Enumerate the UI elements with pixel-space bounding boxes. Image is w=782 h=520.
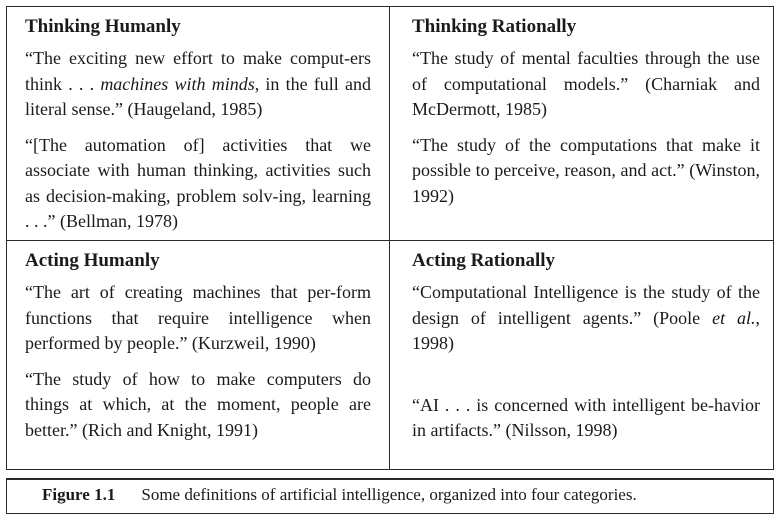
quadrant-thinking-humanly: [25, 16, 371, 235]
quote-text: “Computational Intelligence is the study of the design of intelligent agents.” (Poole: [412, 282, 760, 328]
row-divider: [6, 240, 774, 241]
quote-text: “The study of the computations that make it possible to perceive, reason, and act.” (Winston, 1992): [412, 134, 760, 206]
quote-emphasis: et al.: [712, 307, 756, 328]
quadrant-title: Thinking Humanly: [25, 16, 181, 37]
quadrant-acting-rationally: [412, 250, 760, 444]
quote-text: “The exciting new effort to make comput-ers think . . .: [25, 48, 371, 94]
quote-text: , in the full and literal sense.” (Haugeland, 1985): [25, 73, 371, 119]
quote-text: , 1998): [412, 307, 760, 353]
quadrant-title: Thinking Rationally: [412, 16, 577, 37]
quote-text: “The art of creating machines that per-form functions that require intelligence when performed by people.” (Kurzweil, 1990): [25, 282, 371, 353]
quadrant-acting-humanly: [25, 250, 371, 443]
quote: [25, 133, 371, 235]
quote: [25, 46, 371, 123]
quote-emphasis: machines with minds: [100, 73, 255, 94]
column-divider: [389, 6, 390, 470]
quadrant-title: Acting Rationally: [412, 250, 556, 271]
quote: [412, 46, 760, 123]
quote: [412, 393, 760, 444]
quote: [412, 280, 760, 357]
figure-caption: [6, 478, 774, 514]
quote: [25, 280, 371, 357]
figure-label: Figure 1.1: [42, 485, 116, 504]
quote-text: “[The automation of] activities that we associate with human thinking, activities such as decision-making, problem solv-ing, learning . . .” (Bellman, 1978): [25, 134, 371, 231]
quadrant-thinking-rationally: [412, 16, 760, 209]
quote: [25, 367, 371, 444]
quote: [412, 133, 760, 210]
quote-text: “AI . . . is concerned with intelligent be-havior in artifacts.” (Nilsson, 1998): [412, 394, 760, 440]
quote-text: “The study of how to make computers do things at which, at the moment, people are better.” (Rich and Knight, 1991): [25, 368, 371, 440]
quadrant-title: Acting Humanly: [25, 250, 160, 271]
caption-text: Some definitions of artificial intelligence, organized into four categories.: [141, 485, 637, 504]
quote-text: “The study of mental faculties through the use of computational models.” (Charniak and McDermott, 1985): [412, 48, 760, 119]
